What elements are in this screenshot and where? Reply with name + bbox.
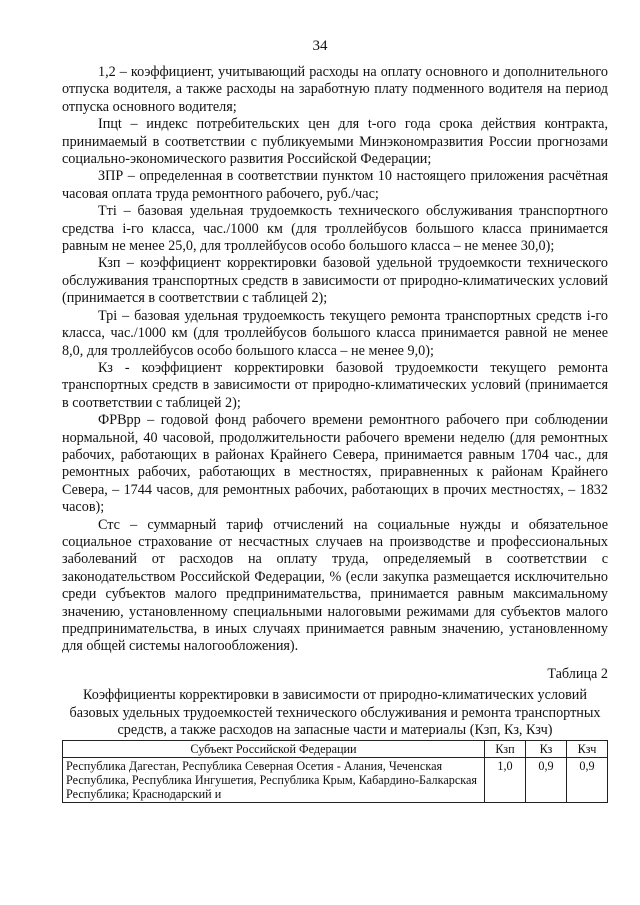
header-subject: Субъект Российской Федерации (63, 741, 485, 758)
table-title: Коэффициенты корректировки в зависимости от природно-климатических условий базовых удельных трудоемкостей технического обслуживания и ремонта транспортных средств, а также расходов на запасные части и материалы (Кзп, Кз, Кзч) (69, 687, 601, 739)
paragraph-stc: Стс – суммарный тариф отчислений на социальные нужды и обязательное социальное страхование от несчастных случаев на производстве и профессиональных заболеваний от расходов на оплату труда, определяемый в соответствии с законодательством Российской Федерации, % (если закупка размещается исключительно среди субъектов малого предпринимательства, принимается равным максимальному значению, установленному специальными налоговыми режимами для субъектов малого предпринимательства, в иных случаях принимается равным значению, установленному для общей системы налогообложения). (62, 516, 608, 655)
table-header-row (63, 741, 608, 758)
paragraph-coef-vacation: 1,2 – коэффициент, учитывающий расходы на оплату основного и дополнительного отпуска водителя, а также расходы на заработную плату подменного водителя на период отпуска основного водителя; (62, 64, 608, 115)
document-body (62, 64, 608, 803)
cell-subject: Республика Дагестан, Республика Северная Осетия - Алания, Чеченская Республика, Республика Ингушетия, Республика Крым, Кабардино-Балкарская Республика; Краснодарский и (63, 758, 485, 803)
cell-kzch: 0,9 (567, 758, 608, 803)
paragraph-zpr: ЗПР – определенная в соответствии пунктом 10 настоящего приложения расчётная часовая оплата труда ремонтного рабочего, руб./час; (62, 168, 608, 202)
cell-kzp: 1,0 (485, 758, 526, 803)
page-number: 34 (312, 38, 328, 54)
table-row (63, 758, 608, 803)
paragraph-tti: Ттi – базовая удельная трудоемкость технического обслуживания транспортного средства i-го класса, час./1000 км (для троллейбусов большого класса принимается равным не менее 25,0, для троллейбусов особо большого класса – не менее 30,0); (62, 203, 608, 255)
coefficients-table (62, 740, 608, 803)
paragraph-frv: ФРВрр – годовой фонд рабочего времени ремонтного рабочего при соблюдении нормальной, 40 часовой, продолжительности рабочего времени неделю (для ремонтных рабочих, работающих в районах Крайнего Севера, принимается равным 1704 час., для ремонтных рабочих, работающих в местностях, приравненных к районам Крайнего Севера, – 1744 часов, для ремонтных рабочих, работающих в прочих местностях, – 1832 часов); (62, 412, 608, 516)
header-kz: Кз (526, 741, 567, 758)
table-label: Таблица 2 (547, 665, 608, 682)
header-kzp: Кзп (485, 741, 526, 758)
cell-kz: 0,9 (526, 758, 567, 803)
header-kzch: Кзч (567, 741, 608, 758)
paragraph-kz: Кз - коэффициент корректировки базовой трудоемкости текущего ремонта транспортных средств в зависимости от природно-климатических условий (принимается в соответствии с таблицей 2); (62, 359, 608, 411)
paragraph-tri: Трi – базовая удельная трудоемкость текущего ремонта транспортных средств i-го класса, час./1000 км (для троллейбусов большого класса принимается равной не менее 8,0, для троллейбусов особо большого класса – не менее 9,0); (62, 307, 608, 359)
paragraph-price-index: Iпцt – индекс потребительских цен для t-ого года срока действия контракта, принимаемый в соответствии с публикуемыми Минэкономразвития России прогнозами социально-экономического развития Российской Федерации; (62, 116, 608, 168)
paragraph-kzp: Кзп – коэффициент корректировки базовой удельной трудоемкости технического обслуживания транспортных средств в зависимости от природно-климатических условий (принимается в соответствии с таблицей 2); (62, 255, 608, 307)
